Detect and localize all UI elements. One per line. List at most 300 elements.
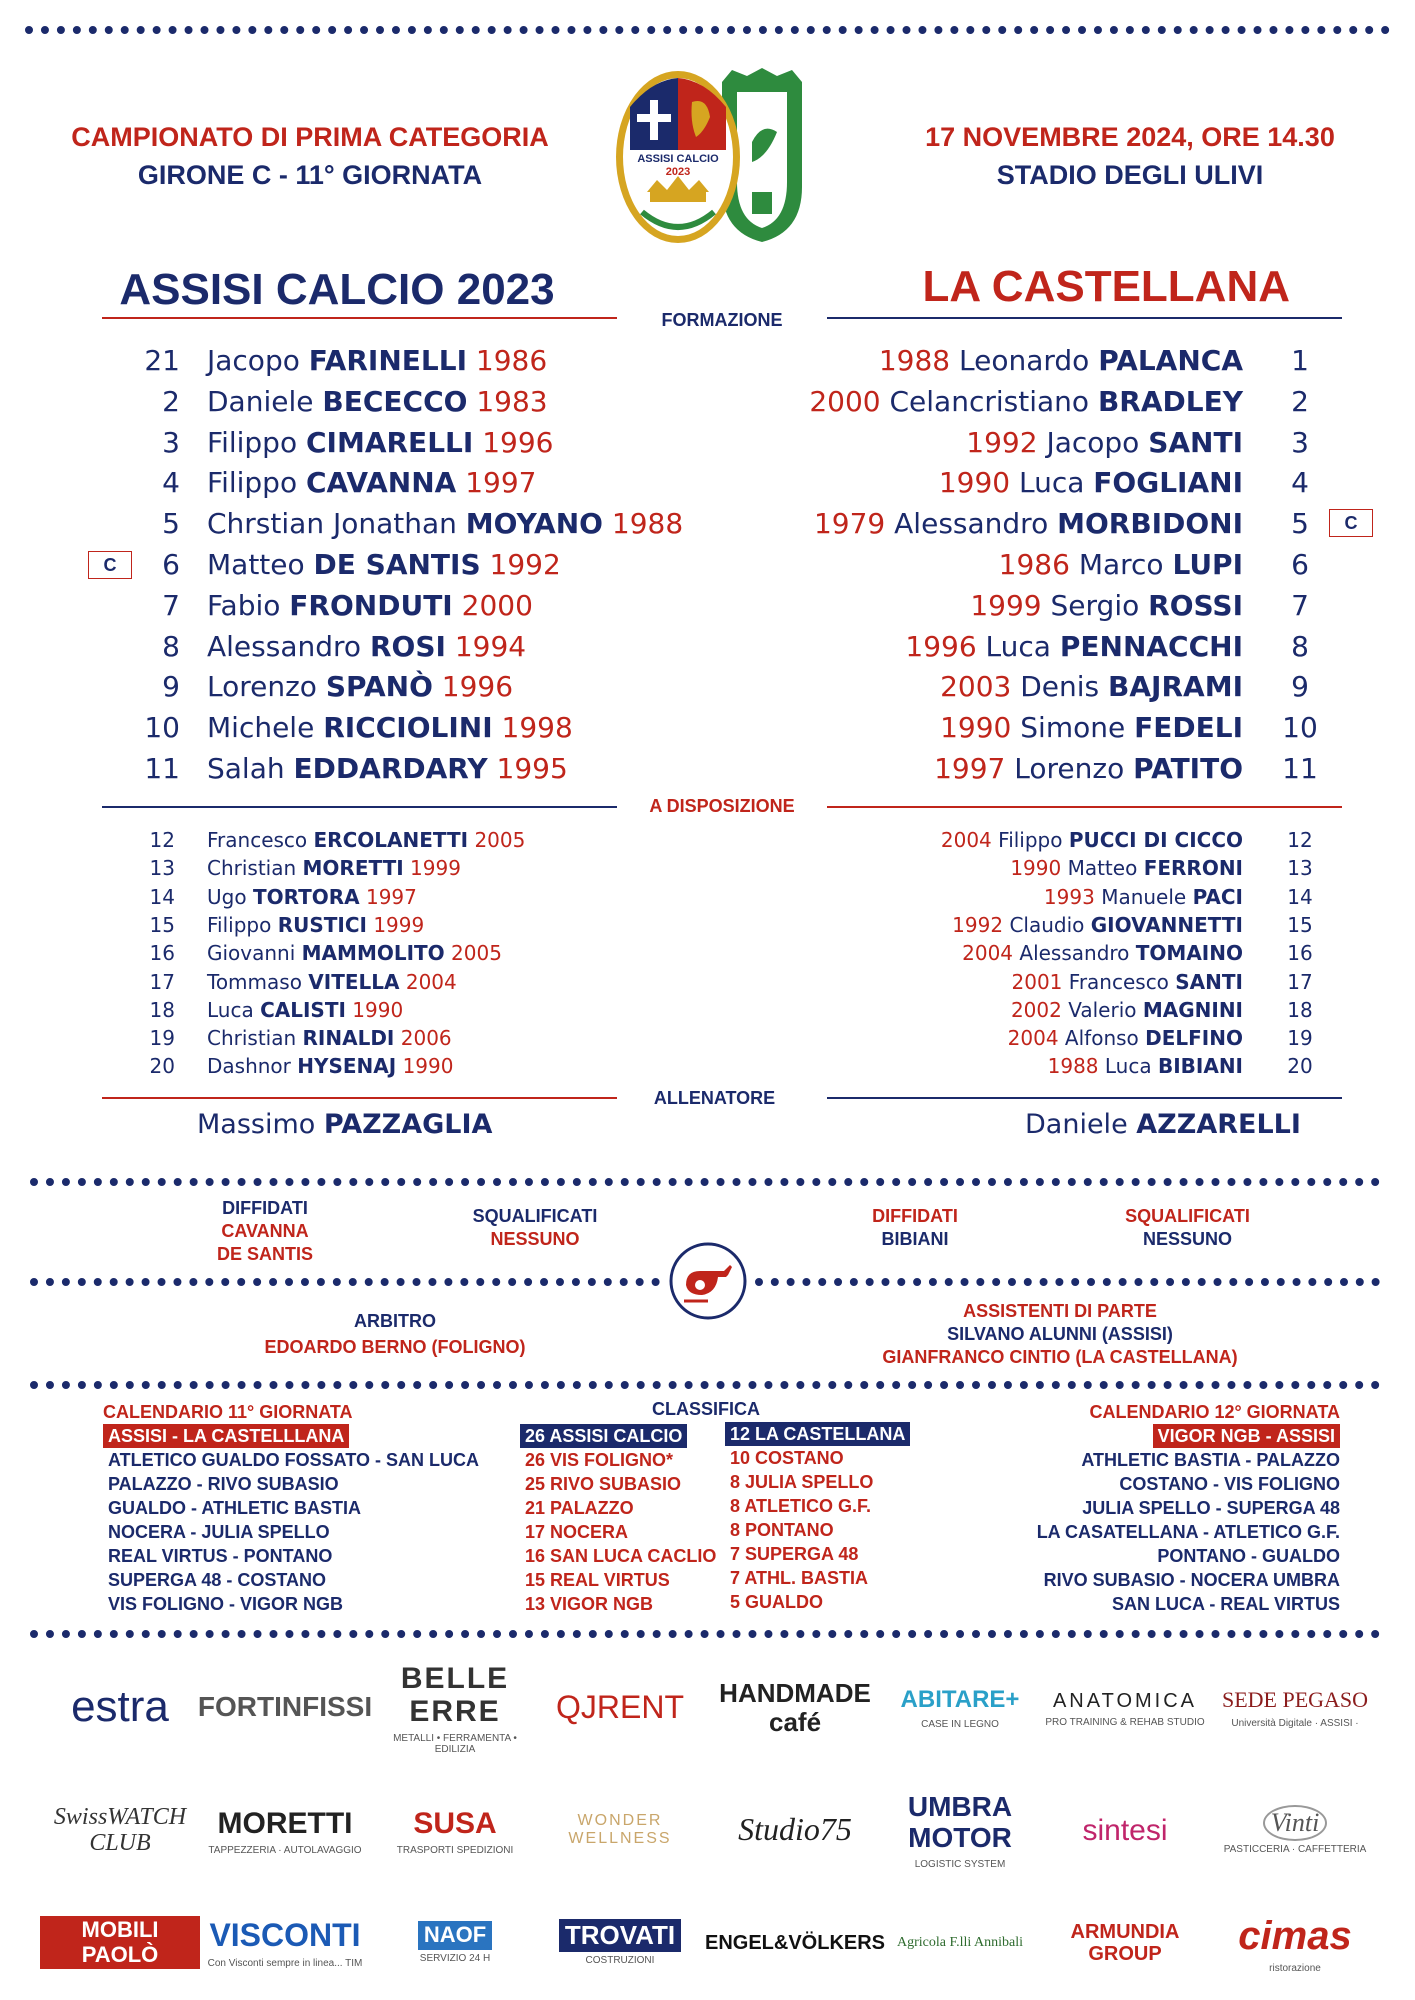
standing-item: 26 VIS FOLIGNO* <box>525 1450 674 1470</box>
player-number: 16 <box>1287 941 1313 966</box>
calendar-next-matches <box>990 1448 1340 1616</box>
player-last-name: MORBIDONI <box>1057 507 1243 541</box>
sponsor-name: ENGEL&VÖLKERS <box>704 1931 886 1954</box>
sponsor-logo <box>375 1895 535 1990</box>
player-number: 4 <box>162 466 180 500</box>
sponsor-name: SEDE PEGASO <box>1221 1687 1369 1713</box>
player-last-name: BIBIANI <box>1157 1054 1243 1079</box>
player-birth-year: 1990 <box>1010 856 1062 881</box>
home-coach-last: PAZZAGLIA <box>323 1109 493 1140</box>
coach-divider-home <box>102 1097 617 1099</box>
sponsor-logo <box>1215 1780 1375 1880</box>
sponsor-tagline: PRO TRAINING & REHAB STUDIO <box>1045 1716 1205 1728</box>
round-subtitle: GIRONE C - 11° GIORNATA <box>137 160 483 190</box>
player-birth-year: 2004 <box>940 828 992 852</box>
sponsor-logo <box>704 1895 886 1990</box>
player-name <box>207 826 525 854</box>
fixture-item: LA CASATELLANA - ATLETICO G.F. <box>1036 1522 1340 1542</box>
player-number: 21 <box>144 344 180 377</box>
home-diffidati <box>180 1197 350 1266</box>
home-coach <box>197 1109 492 1140</box>
sponsor-name: cimas <box>1238 1913 1352 1958</box>
player-first-name: Christian <box>207 856 297 881</box>
player-number: 6 <box>1291 548 1309 581</box>
fixture-item: SAN LUCA - REAL VIRTUS <box>1111 1594 1340 1614</box>
home-starter-row <box>0 749 700 789</box>
calendar-current-matches <box>103 1448 479 1616</box>
away-squalificati <box>1090 1205 1285 1251</box>
player-birth-year: 1990 <box>940 711 1012 745</box>
player-last-name: FRONDUTI <box>289 588 453 622</box>
fixture-item: REAL VIRTUS - PONTANO <box>108 1546 333 1566</box>
sponsor-name: BELLE ERRE <box>400 1662 510 1728</box>
standings-highlight-left: 26 ASSISI CALCIO <box>520 1424 687 1448</box>
standings-right-list <box>725 1446 910 1614</box>
player-number: 18 <box>149 997 175 1022</box>
player-birth-year: 2001 <box>1011 969 1063 994</box>
calendar-current <box>103 1400 479 1616</box>
away-starter-row <box>700 341 1340 381</box>
player-name <box>207 463 536 503</box>
sponsor-logo <box>880 1780 1040 1880</box>
player-birth-year: 1992 <box>489 548 561 581</box>
player-last-name: PACI <box>1192 884 1243 909</box>
away-starter-row <box>700 586 1340 626</box>
player-last-name: BECECCO <box>322 384 468 418</box>
formazione-label: FORMAZIONE <box>661 310 783 330</box>
player-birth-year: 1994 <box>454 629 527 663</box>
away-team-underline <box>827 317 1342 319</box>
assistants-block <box>840 1300 1280 1369</box>
player-first-name: Jacopo <box>1046 425 1140 459</box>
sponsor-tagline: Università Digitale · ASSISI · <box>1231 1717 1359 1729</box>
away-starter-row <box>700 423 1340 463</box>
player-last-name: GIOVANNETTI <box>1090 912 1243 937</box>
championship-title: CAMPIONATO DI PRIMA CATEGORIA <box>71 122 549 152</box>
away-starter-row <box>700 749 1340 789</box>
sponsor-logo <box>205 1780 365 1880</box>
sponsor-logo <box>715 1780 875 1880</box>
sponsor-logo <box>1045 1655 1205 1760</box>
player-number: 10 <box>1282 711 1318 745</box>
sponsor-logo <box>40 1895 200 1990</box>
player-last-name: CIMARELLI <box>306 425 474 459</box>
home-sub-row <box>0 968 700 996</box>
home-diffidati-name-2: DE SANTIS <box>216 1244 313 1264</box>
player-number: 9 <box>162 670 180 704</box>
crest-year-assisi: 2023 <box>665 166 691 178</box>
player-first-name: Claudio <box>1009 912 1085 937</box>
player-number: 17 <box>1287 969 1313 994</box>
sponsor-logo <box>1215 1655 1375 1760</box>
a-disposizione-label: A DISPOSIZIONE <box>649 796 795 816</box>
player-name <box>1010 854 1243 882</box>
player-name <box>207 667 513 707</box>
player-last-name: ERCOLANETTI <box>313 828 469 852</box>
home-sub-row <box>0 939 700 967</box>
player-name <box>207 586 533 626</box>
sponsor-name: TROVATI <box>559 1919 681 1952</box>
player-number: 12 <box>1287 828 1313 852</box>
home-starter-row <box>0 667 700 707</box>
player-name <box>207 939 502 967</box>
standings-right <box>725 1422 910 1614</box>
player-last-name: PALANCA <box>1098 344 1243 377</box>
away-coach-first: Daniele <box>1025 1109 1128 1140</box>
player-name <box>940 667 1243 707</box>
fixture-item: PONTANO - GUALDO <box>1157 1546 1340 1566</box>
home-starter-row <box>0 504 700 544</box>
player-last-name: MAMMOLITO <box>301 941 445 966</box>
player-first-name: Filippo <box>998 828 1063 852</box>
sponsor-logo <box>40 1780 200 1880</box>
player-last-name: VITELLA <box>308 969 400 994</box>
home-starter-row <box>0 423 700 463</box>
sponsor-name: SUSA <box>413 1806 497 1840</box>
player-number: 4 <box>1291 466 1309 500</box>
player-first-name: Giovanni <box>207 941 296 966</box>
player-last-name: SANTI <box>1175 969 1243 994</box>
sponsor-logo <box>880 1895 1040 1990</box>
away-sub-row <box>700 854 1340 882</box>
player-last-name: FARINELLI <box>308 344 467 377</box>
subs-divider-away <box>827 806 1342 808</box>
home-team-name: ASSISI CALCIO 2023 <box>119 265 555 314</box>
assistant-1: SILVANO ALUNNI (ASSISI) <box>947 1324 1173 1344</box>
home-sub-row <box>0 854 700 882</box>
sponsor-name: estra <box>71 1682 169 1732</box>
sponsor-name: VISCONTI <box>209 1916 361 1953</box>
standing-item: 8 ATLETICO G.F. <box>730 1496 872 1516</box>
player-last-name: RINALDI <box>302 1026 395 1051</box>
player-last-name: EDDARDARY <box>293 752 488 785</box>
home-sub-row <box>0 883 700 911</box>
player-number: 20 <box>149 1054 175 1079</box>
player-number: 20 <box>1287 1054 1313 1079</box>
player-birth-year: 2005 <box>474 828 526 852</box>
player-birth-year: 2004 <box>962 941 1014 966</box>
home-sub-row <box>0 826 700 854</box>
player-birth-year: 1999 <box>373 912 425 937</box>
player-name <box>939 463 1243 503</box>
player-last-name: DE SANTIS <box>313 548 481 581</box>
fixture-item: GUALDO - ATHLETIC BASTIA <box>108 1498 361 1518</box>
player-birth-year: 2005 <box>451 941 502 966</box>
fixture-item: RIVO SUBASIO - NOCERA UMBRA <box>1043 1570 1340 1590</box>
player-number: 10 <box>144 711 180 745</box>
player-first-name: Filippo <box>207 466 298 500</box>
player-name <box>1048 1052 1243 1080</box>
player-number: 5 <box>162 507 180 541</box>
player-last-name: PATITO <box>1133 752 1243 785</box>
standing-item: 15 REAL VIRTUS <box>525 1570 670 1590</box>
player-birth-year: 1997 <box>365 884 417 909</box>
player-birth-year: 1992 <box>952 912 1004 937</box>
standings-left <box>520 1424 716 1616</box>
player-birth-year: 2004 <box>405 969 457 994</box>
player-number: 1 <box>1291 344 1309 377</box>
player-number: 16 <box>149 941 175 966</box>
away-sub-row <box>700 911 1340 939</box>
player-first-name: Salah <box>207 752 285 785</box>
player-first-name: Luca <box>1104 1054 1152 1079</box>
player-number: 11 <box>1282 752 1318 785</box>
player-name <box>941 826 1243 854</box>
player-last-name: CAVANNA <box>306 466 457 500</box>
dotted-divider-3 <box>30 1381 1380 1389</box>
player-name <box>207 1024 452 1052</box>
player-number: 7 <box>162 588 180 622</box>
dotted-divider-1 <box>30 1178 1380 1186</box>
sponsor-name: UMBRA MOTOR <box>907 1791 1013 1853</box>
player-first-name: Fabio <box>207 588 281 622</box>
player-birth-year: 1999 <box>410 856 461 881</box>
home-starter-row <box>0 708 700 748</box>
player-birth-year: 1983 <box>476 384 548 418</box>
away-coach <box>1025 1109 1301 1140</box>
standing-item: 7 ATHL. BASTIA <box>730 1568 868 1588</box>
standing-item: 10 COSTANO <box>730 1448 844 1468</box>
standing-item: 8 JULIA SPELLO <box>730 1472 874 1492</box>
match-date: 17 NOVEMBRE 2024, ORE 14.30 <box>925 122 1335 152</box>
standing-item: 25 RIVO SUBASIO <box>525 1474 682 1494</box>
away-sub-row <box>700 939 1340 967</box>
away-starter-row <box>700 667 1340 707</box>
fixture-item: ATHLETIC BASTIA - PALAZZO <box>1081 1450 1340 1470</box>
sponsor-logo <box>40 1655 200 1760</box>
top-dotted-border <box>25 26 1390 34</box>
player-birth-year: 1998 <box>501 711 573 745</box>
player-number: 8 <box>1291 629 1309 663</box>
standings-highlight-right: 12 LA CASTELLANA <box>725 1422 910 1446</box>
player-birth-year: 1996 <box>482 425 554 459</box>
player-first-name: Denis <box>1020 670 1100 704</box>
away-sub-row <box>700 1052 1340 1080</box>
player-name <box>905 627 1243 667</box>
stadium: STADIO DEGLI ULIVI <box>996 160 1264 190</box>
fixture-item: NOCERA - JULIA SPELLO <box>108 1522 330 1542</box>
player-last-name: ROSSI <box>1148 588 1243 622</box>
player-first-name: Sergio <box>1050 588 1140 622</box>
player-first-name: Dashnor <box>207 1054 291 1079</box>
sponsor-tagline: PASTICCERIA · CAFFETTERIA <box>1223 1844 1367 1856</box>
player-first-name: Alessandro <box>207 629 362 663</box>
calendar-next-title: CALENDARIO 12° GIORNATA <box>1089 1402 1340 1422</box>
player-first-name: Tommaso <box>207 969 302 994</box>
player-number: 11 <box>144 752 180 785</box>
player-number: 15 <box>1287 912 1313 937</box>
player-birth-year: 1990 <box>938 466 1011 500</box>
player-birth-year: 2006 <box>400 1026 452 1051</box>
standing-item: 7 SUPERGA 48 <box>730 1544 859 1564</box>
player-name <box>934 749 1243 789</box>
sponsor-logo <box>375 1780 535 1880</box>
player-first-name: Manuele <box>1101 884 1187 909</box>
player-first-name: Filippo <box>207 425 298 459</box>
player-first-name: Jacopo <box>207 344 300 377</box>
player-name <box>207 968 457 996</box>
sponsor-tagline: TAPPEZZERIA · AUTOLAVAGGIO <box>208 1844 362 1856</box>
player-last-name: HYSENAJ <box>297 1054 397 1079</box>
sponsor-tagline: LOGISTIC SYSTEM <box>914 1858 1006 1870</box>
away-diffidati <box>820 1205 1010 1251</box>
player-number: 18 <box>1287 997 1313 1022</box>
home-sub-row <box>0 1052 700 1080</box>
player-number: 13 <box>149 856 175 881</box>
away-starter-row <box>700 504 1340 544</box>
player-birth-year: 1997 <box>465 466 537 500</box>
captain-badge-home: C <box>88 551 132 579</box>
coach-divider-away <box>827 1097 1342 1099</box>
away-sub-row <box>700 968 1340 996</box>
player-name <box>809 382 1243 422</box>
player-first-name: Simone <box>1020 711 1126 745</box>
player-birth-year: 1988 <box>1047 1054 1099 1079</box>
sponsor-tagline: COSTRUZIONI <box>585 1954 655 1966</box>
home-coach-first: Massimo <box>197 1109 316 1140</box>
player-name <box>1044 883 1243 911</box>
player-name <box>952 911 1243 939</box>
player-name <box>207 996 403 1024</box>
home-sub-row <box>0 996 700 1024</box>
sponsor-tagline: SERVIZIO 24 H <box>419 1952 491 1964</box>
player-number: 14 <box>1287 884 1313 909</box>
home-starter-row <box>0 627 700 667</box>
standing-item: 13 VIGOR NGB <box>525 1594 654 1614</box>
player-name <box>207 708 573 748</box>
sponsor-tagline: Con Visconti sempre in linea... TIM <box>207 1958 363 1970</box>
player-first-name: Alessandro <box>1019 941 1130 966</box>
home-starter-row <box>0 382 700 422</box>
player-last-name: DELFINO <box>1145 1026 1243 1051</box>
player-first-name: Ugo <box>207 884 247 909</box>
away-starter-row <box>700 627 1340 667</box>
player-name <box>207 341 547 381</box>
player-number: 3 <box>162 425 180 459</box>
referee-title: ARBITRO <box>354 1311 436 1331</box>
sponsor-tagline: METALLI • FERRAMENTA • EDILIZIA <box>393 1733 517 1755</box>
player-first-name: Luca <box>985 629 1051 663</box>
sponsor-logo <box>1045 1895 1205 1990</box>
player-first-name: Matteo <box>207 548 305 581</box>
sponsor-logo <box>205 1895 365 1990</box>
player-first-name: Francesco <box>207 828 308 852</box>
player-birth-year: 1988 <box>878 344 951 377</box>
player-birth-year: 2000 <box>809 384 881 418</box>
player-first-name: Daniele <box>207 384 314 418</box>
player-last-name: FERRONI <box>1143 856 1243 881</box>
away-sub-row <box>700 1024 1340 1052</box>
home-starter-row <box>0 341 700 381</box>
calendar-next <box>990 1400 1340 1616</box>
player-name <box>879 341 1243 381</box>
fixture-item: SUPERGA 48 - COSTANO <box>108 1570 327 1590</box>
player-birth-year: 1993 <box>1043 884 1095 909</box>
player-last-name: PUCCI DI CICCO <box>1068 828 1243 852</box>
player-last-name: ROSI <box>369 629 446 663</box>
player-last-name: TOMAINO <box>1135 941 1243 966</box>
away-diffidati-value: BIBIANI <box>881 1229 949 1249</box>
standing-item: 8 PONTANO <box>730 1520 834 1540</box>
player-name <box>207 545 561 585</box>
sponsor-logo <box>880 1655 1040 1760</box>
sponsor-name: HANDMADE café <box>719 1677 871 1737</box>
player-first-name: Valerio <box>1068 997 1137 1022</box>
player-first-name: Luca <box>207 997 254 1022</box>
player-number: 5 <box>1291 507 1309 541</box>
player-first-name: Lorenzo <box>207 670 317 704</box>
home-sub-row <box>0 911 700 939</box>
calendar-current-highlight: ASSISI - LA CASTELLLANA <box>103 1424 349 1448</box>
fixture-item: ATLETICO GUALDO FOSSATO - SAN LUCA <box>108 1450 479 1470</box>
sponsor-name: ABITARE+ <box>900 1686 1020 1714</box>
player-birth-year: 1986 <box>475 344 548 377</box>
player-number: 2 <box>162 384 180 418</box>
player-name <box>962 939 1243 967</box>
sponsor-logo <box>715 1655 875 1760</box>
player-name <box>207 382 548 422</box>
sponsor-name: WONDER WELLNESS <box>568 1812 672 1847</box>
player-number: 13 <box>1287 856 1313 881</box>
away-starter-row <box>700 545 1340 585</box>
sponsor-tagline: ristorazione <box>1269 1962 1321 1974</box>
allenatore-label: ALLENATORE <box>653 1088 776 1108</box>
player-last-name: SPANÒ <box>325 670 433 704</box>
captain-badge-away: C <box>1329 509 1373 537</box>
fixture-item: PALAZZO - RIVO SUBASIO <box>108 1474 339 1494</box>
player-name <box>940 708 1243 748</box>
player-number: 19 <box>149 1026 175 1051</box>
player-name <box>207 854 461 882</box>
home-squalificati <box>440 1205 630 1251</box>
player-last-name: BRADLEY <box>1097 384 1243 418</box>
away-squalificati-value: NESSUNO <box>1142 1229 1232 1249</box>
player-name <box>966 423 1243 463</box>
player-birth-year: 1979 <box>813 507 886 541</box>
sponsor-name: ARMUNDIA GROUP <box>1070 1920 1180 1965</box>
player-last-name: PENNACCHI <box>1059 629 1243 663</box>
player-number: 6 <box>162 548 180 581</box>
player-first-name: Leonardo <box>959 344 1090 377</box>
player-first-name: Alessandro <box>894 507 1049 541</box>
player-first-name: Christian <box>207 1026 297 1051</box>
calendar-next-highlight: VIGOR NGB - ASSISI <box>1153 1424 1340 1448</box>
player-last-name: CALISTI <box>260 997 346 1022</box>
player-birth-year: 2003 <box>940 670 1012 704</box>
player-name <box>970 586 1243 626</box>
sponsor-tagline: TRASPORTI SPEDIZIONI <box>396 1844 514 1856</box>
away-squalificati-title: SQUALIFICATI <box>1125 1206 1250 1226</box>
standing-item: 17 NOCERA <box>525 1522 629 1542</box>
sponsor-name: sintesi <box>1082 1813 1168 1847</box>
player-number: 12 <box>149 828 175 852</box>
fixture-item: VIS FOLIGNO - VIGOR NGB <box>108 1594 344 1614</box>
sponsor-name: Studio75 <box>738 1811 852 1848</box>
sponsor-name: SwissWATCH CLUB <box>53 1803 187 1856</box>
player-birth-year: 2002 <box>1010 997 1062 1022</box>
player-number: 3 <box>1291 425 1309 459</box>
sponsor-name: QJRENT <box>556 1688 684 1725</box>
assistant-2: GIANFRANCO CINTIO (LA CASTELLANA) <box>882 1347 1238 1367</box>
player-name <box>1012 968 1244 996</box>
player-number: 8 <box>162 629 180 663</box>
referee-block <box>250 1310 540 1359</box>
player-name <box>999 545 1243 585</box>
sponsor-name: Agricola F.lli Annibali <box>896 1934 1024 1950</box>
referee-name: EDOARDO BERNO (FOLIGNO) <box>264 1337 526 1357</box>
sponsor-name: ANATOMICA <box>1052 1689 1198 1712</box>
sponsor-tagline: CASE IN LEGNO <box>921 1718 999 1730</box>
